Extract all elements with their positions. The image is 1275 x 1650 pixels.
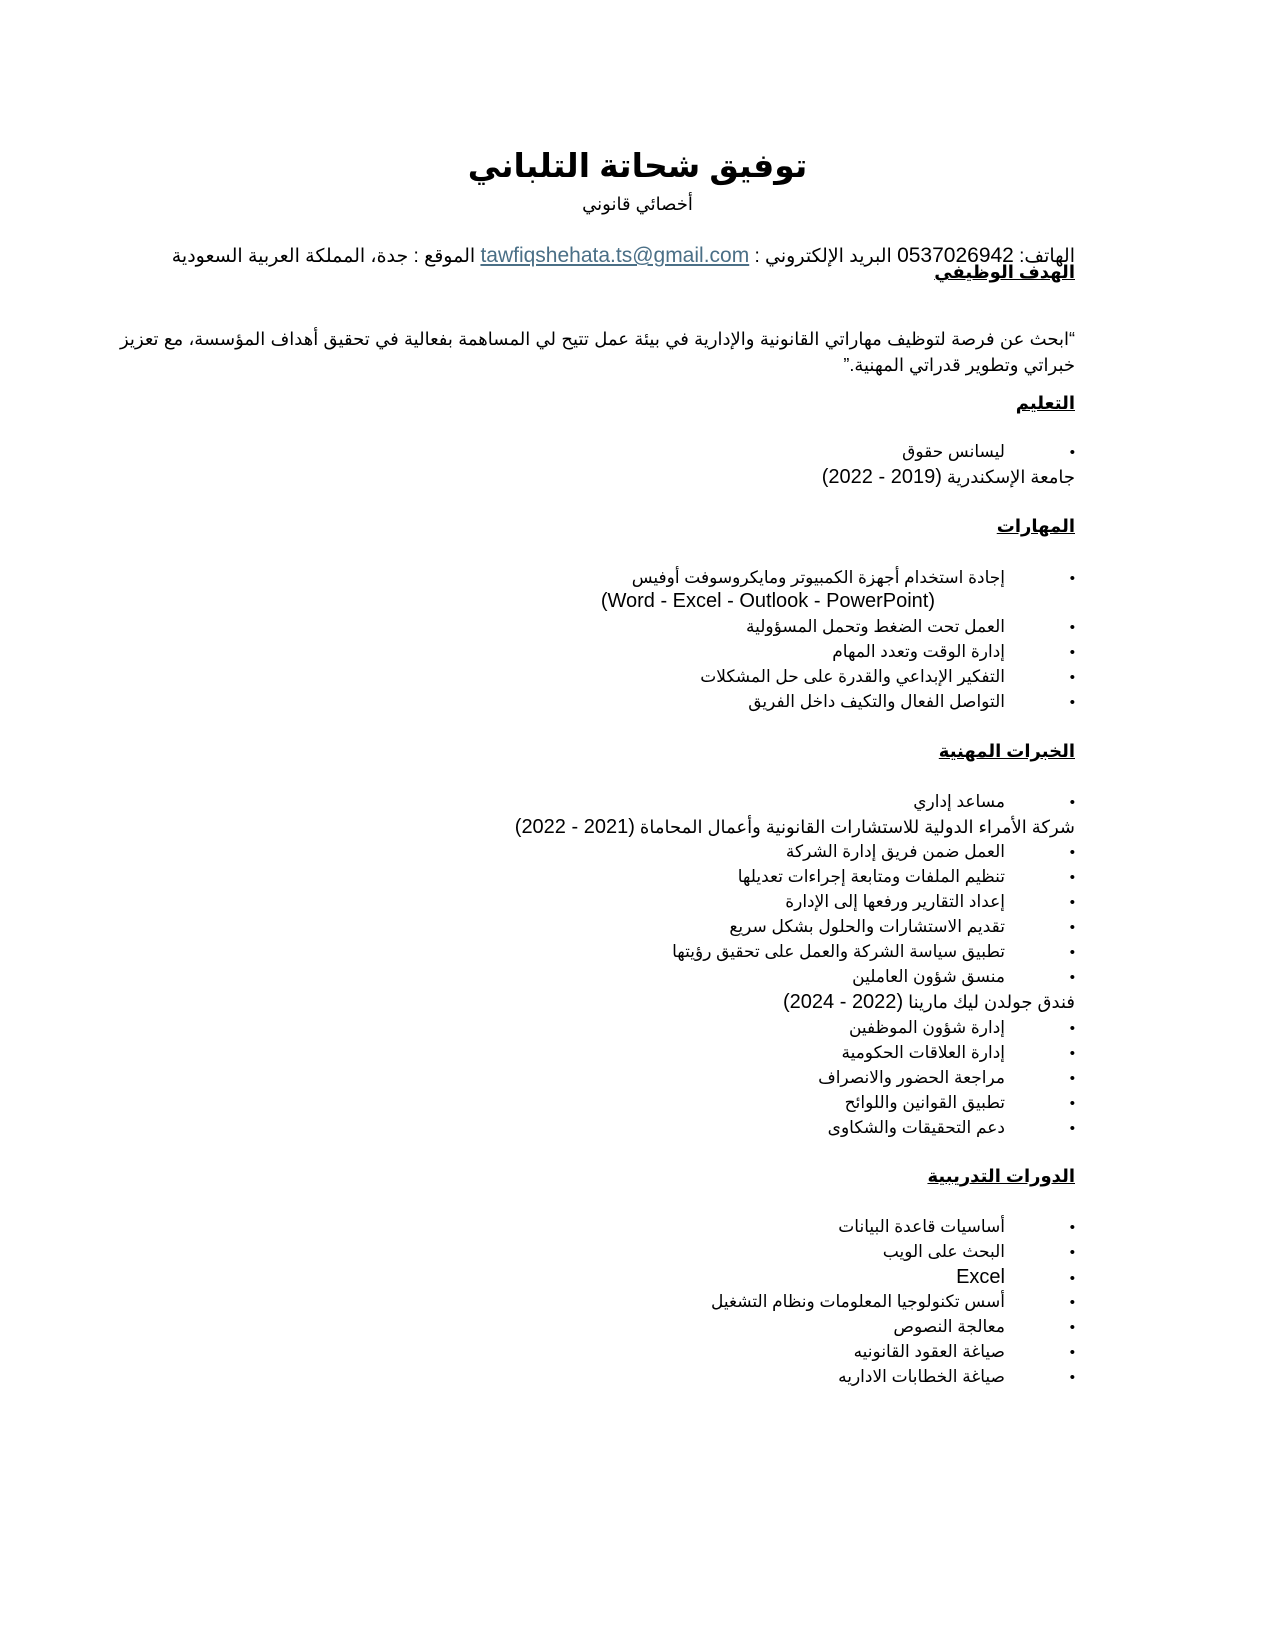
bullet-icon: • (1069, 794, 1075, 811)
course-label: Excel (956, 1266, 1005, 1288)
course-item (838, 1367, 1075, 1387)
duty-label: إعداد التقارير ورفعها إلى الإدارة (785, 892, 1005, 911)
bullet-icon: • (1069, 444, 1075, 461)
bullet-icon: • (1069, 619, 1075, 636)
bullet-icon: • (1069, 844, 1075, 861)
job2-duty-item (818, 1068, 1075, 1088)
course-item (883, 1242, 1075, 1262)
bullet-icon: • (1069, 570, 1075, 587)
skill-item (832, 642, 1075, 662)
objective-heading: الهدف الوظيفي (934, 262, 1075, 282)
course-item (838, 1217, 1075, 1237)
bullet-icon: • (1069, 1120, 1075, 1137)
education-degree: ليسانس حقوق (902, 442, 1005, 461)
job1-title-item (913, 792, 1075, 812)
duty-label: إدارة العلاقات الحكومية (841, 1043, 1005, 1062)
job2-duty-item (849, 1018, 1075, 1038)
duty-label: مراجعة الحضور والانصراف (818, 1068, 1005, 1087)
education-degree-item (902, 442, 1075, 462)
duty-label: العمل ضمن فريق إدارة الشركة (785, 842, 1005, 861)
bullet-icon: • (1069, 1294, 1075, 1311)
course-label: معالجة النصوص (893, 1317, 1005, 1336)
job1-title: مساعد إداري (913, 792, 1005, 811)
course-item (711, 1292, 1075, 1312)
bullet-icon: • (1069, 1219, 1075, 1236)
bullet-icon: • (1069, 669, 1075, 686)
course-label: أساسيات قاعدة البيانات (838, 1217, 1005, 1236)
job1-duty-item (785, 892, 1075, 912)
bullet-icon: • (1069, 869, 1075, 886)
course-item (854, 1342, 1075, 1362)
job2-years: (2022 - 2024) (782, 991, 904, 1013)
skill-item (746, 617, 1075, 637)
bullet-icon: • (1069, 1070, 1075, 1087)
job2-title-item (852, 967, 1075, 987)
education-heading: التعليم (1015, 393, 1075, 413)
job2-duty-item (828, 1118, 1075, 1138)
bullet-icon: • (1069, 894, 1075, 911)
duty-label: تنظيم الملفات ومتابعة إجراءات تعديلها (737, 867, 1005, 886)
education-years: (2019 - 2022) (821, 466, 942, 488)
phone-label: الهاتف: (1019, 246, 1075, 267)
duty-label: دعم التحقيقات والشكاوى (827, 1118, 1005, 1137)
job2-title: منسق شؤون العاملين (852, 967, 1005, 986)
course-label: البحث على الويب (882, 1242, 1005, 1261)
education-university: جامعة الإسكندرية (946, 467, 1075, 487)
job1-duty-item (738, 867, 1075, 887)
skill-item (700, 667, 1075, 687)
bullet-icon: • (1069, 1045, 1075, 1062)
skill-office-apps: (Word - Excel - Outlook - PowerPoint) (600, 590, 935, 612)
bullet-icon: • (1069, 1344, 1075, 1361)
bullet-icon: • (1069, 944, 1075, 961)
job1-company-line (515, 816, 1075, 839)
bullet-icon: • (1069, 1095, 1075, 1112)
job1-duty-item (786, 842, 1075, 862)
course-label: صياغة الخطابات الاداريه (838, 1367, 1005, 1386)
location-label: الموقع : (413, 246, 476, 267)
objective-text: “ابحث عن فرصة لتوظيف مهاراتي القانونية والإدارية في بيئة عمل تتيح لي المساهمة بفعالية في تحقيق أهداف المؤسسة، مع تعزيز خبراتي وتطوير قدراتي المهنية.” (120, 329, 1075, 375)
job1-company: شركة الأمراء الدولية للاستشارات القانونية وأعمال المحاماة (639, 817, 1075, 837)
bullet-icon: • (1069, 694, 1075, 711)
location-value: جدة، المملكة العربية السعودية (171, 246, 409, 267)
job2-duty-item (841, 1043, 1075, 1063)
course-label: أسس تكنولوجيا المعلومات ونظام التشغيل (711, 1292, 1005, 1311)
email-link[interactable]: tawfiqshehata.ts@gmail.com (480, 244, 750, 267)
job2-duty-item (845, 1093, 1075, 1113)
job1-duty-item (672, 942, 1075, 962)
bullet-icon: • (1069, 1369, 1075, 1386)
duty-label: تطبيق سياسة الشركة والعمل على تحقيق رؤيتها (672, 942, 1005, 961)
skill-label: العمل تحت الضغط وتحمل المسؤولية (745, 617, 1005, 636)
job1-years: (2021 - 2022) (514, 816, 635, 838)
course-label: صياغة العقود القانونيه (853, 1342, 1005, 1361)
skill-label: التفكير الإبداعي والقدرة على حل المشكلات (700, 667, 1005, 686)
bullet-icon: • (1069, 644, 1075, 661)
job2-company: فندق جولدن ليك مارينا (908, 992, 1075, 1012)
skills-heading: المهارات (996, 516, 1075, 536)
skill-item (748, 692, 1075, 712)
bullet-icon: • (1069, 919, 1075, 936)
candidate-name: توفيق شحاتة التلباني (467, 147, 808, 184)
bullet-icon: • (1069, 969, 1075, 986)
bullet-icon: • (1069, 1020, 1075, 1037)
bullet-icon: • (1069, 1244, 1075, 1261)
skill-label: إدارة الوقت وتعدد المهام (832, 642, 1005, 661)
course-item (956, 1266, 1075, 1289)
courses-heading: الدورات التدريبية (927, 1166, 1075, 1186)
bullet-icon: • (1069, 1270, 1075, 1287)
duty-label: تقديم الاستشارات والحلول بشكل سريع (729, 917, 1005, 936)
duty-label: إدارة شؤون الموظفين (848, 1018, 1005, 1037)
job1-duty-item (729, 917, 1075, 937)
experience-heading: الخبرات المهنية (938, 741, 1075, 761)
duty-label: تطبيق القوانين واللوائح (844, 1093, 1005, 1112)
skill-computer: إجادة استخدام أجهزة الكمبيوتر ومايكروسوفت أوفيس (631, 568, 1005, 587)
candidate-title: أخصائي قانوني (582, 194, 693, 214)
job2-company-line (783, 991, 1075, 1014)
skill-item (632, 568, 1075, 588)
email-label: البريد الإلكتروني : (754, 246, 892, 267)
course-item (893, 1317, 1075, 1337)
bullet-icon: • (1069, 1319, 1075, 1336)
phone-number: 0537026942 (897, 244, 1014, 267)
skill-label: التواصل الفعال والتكيف داخل الفريق (748, 692, 1005, 711)
education-university-line (822, 466, 1075, 489)
